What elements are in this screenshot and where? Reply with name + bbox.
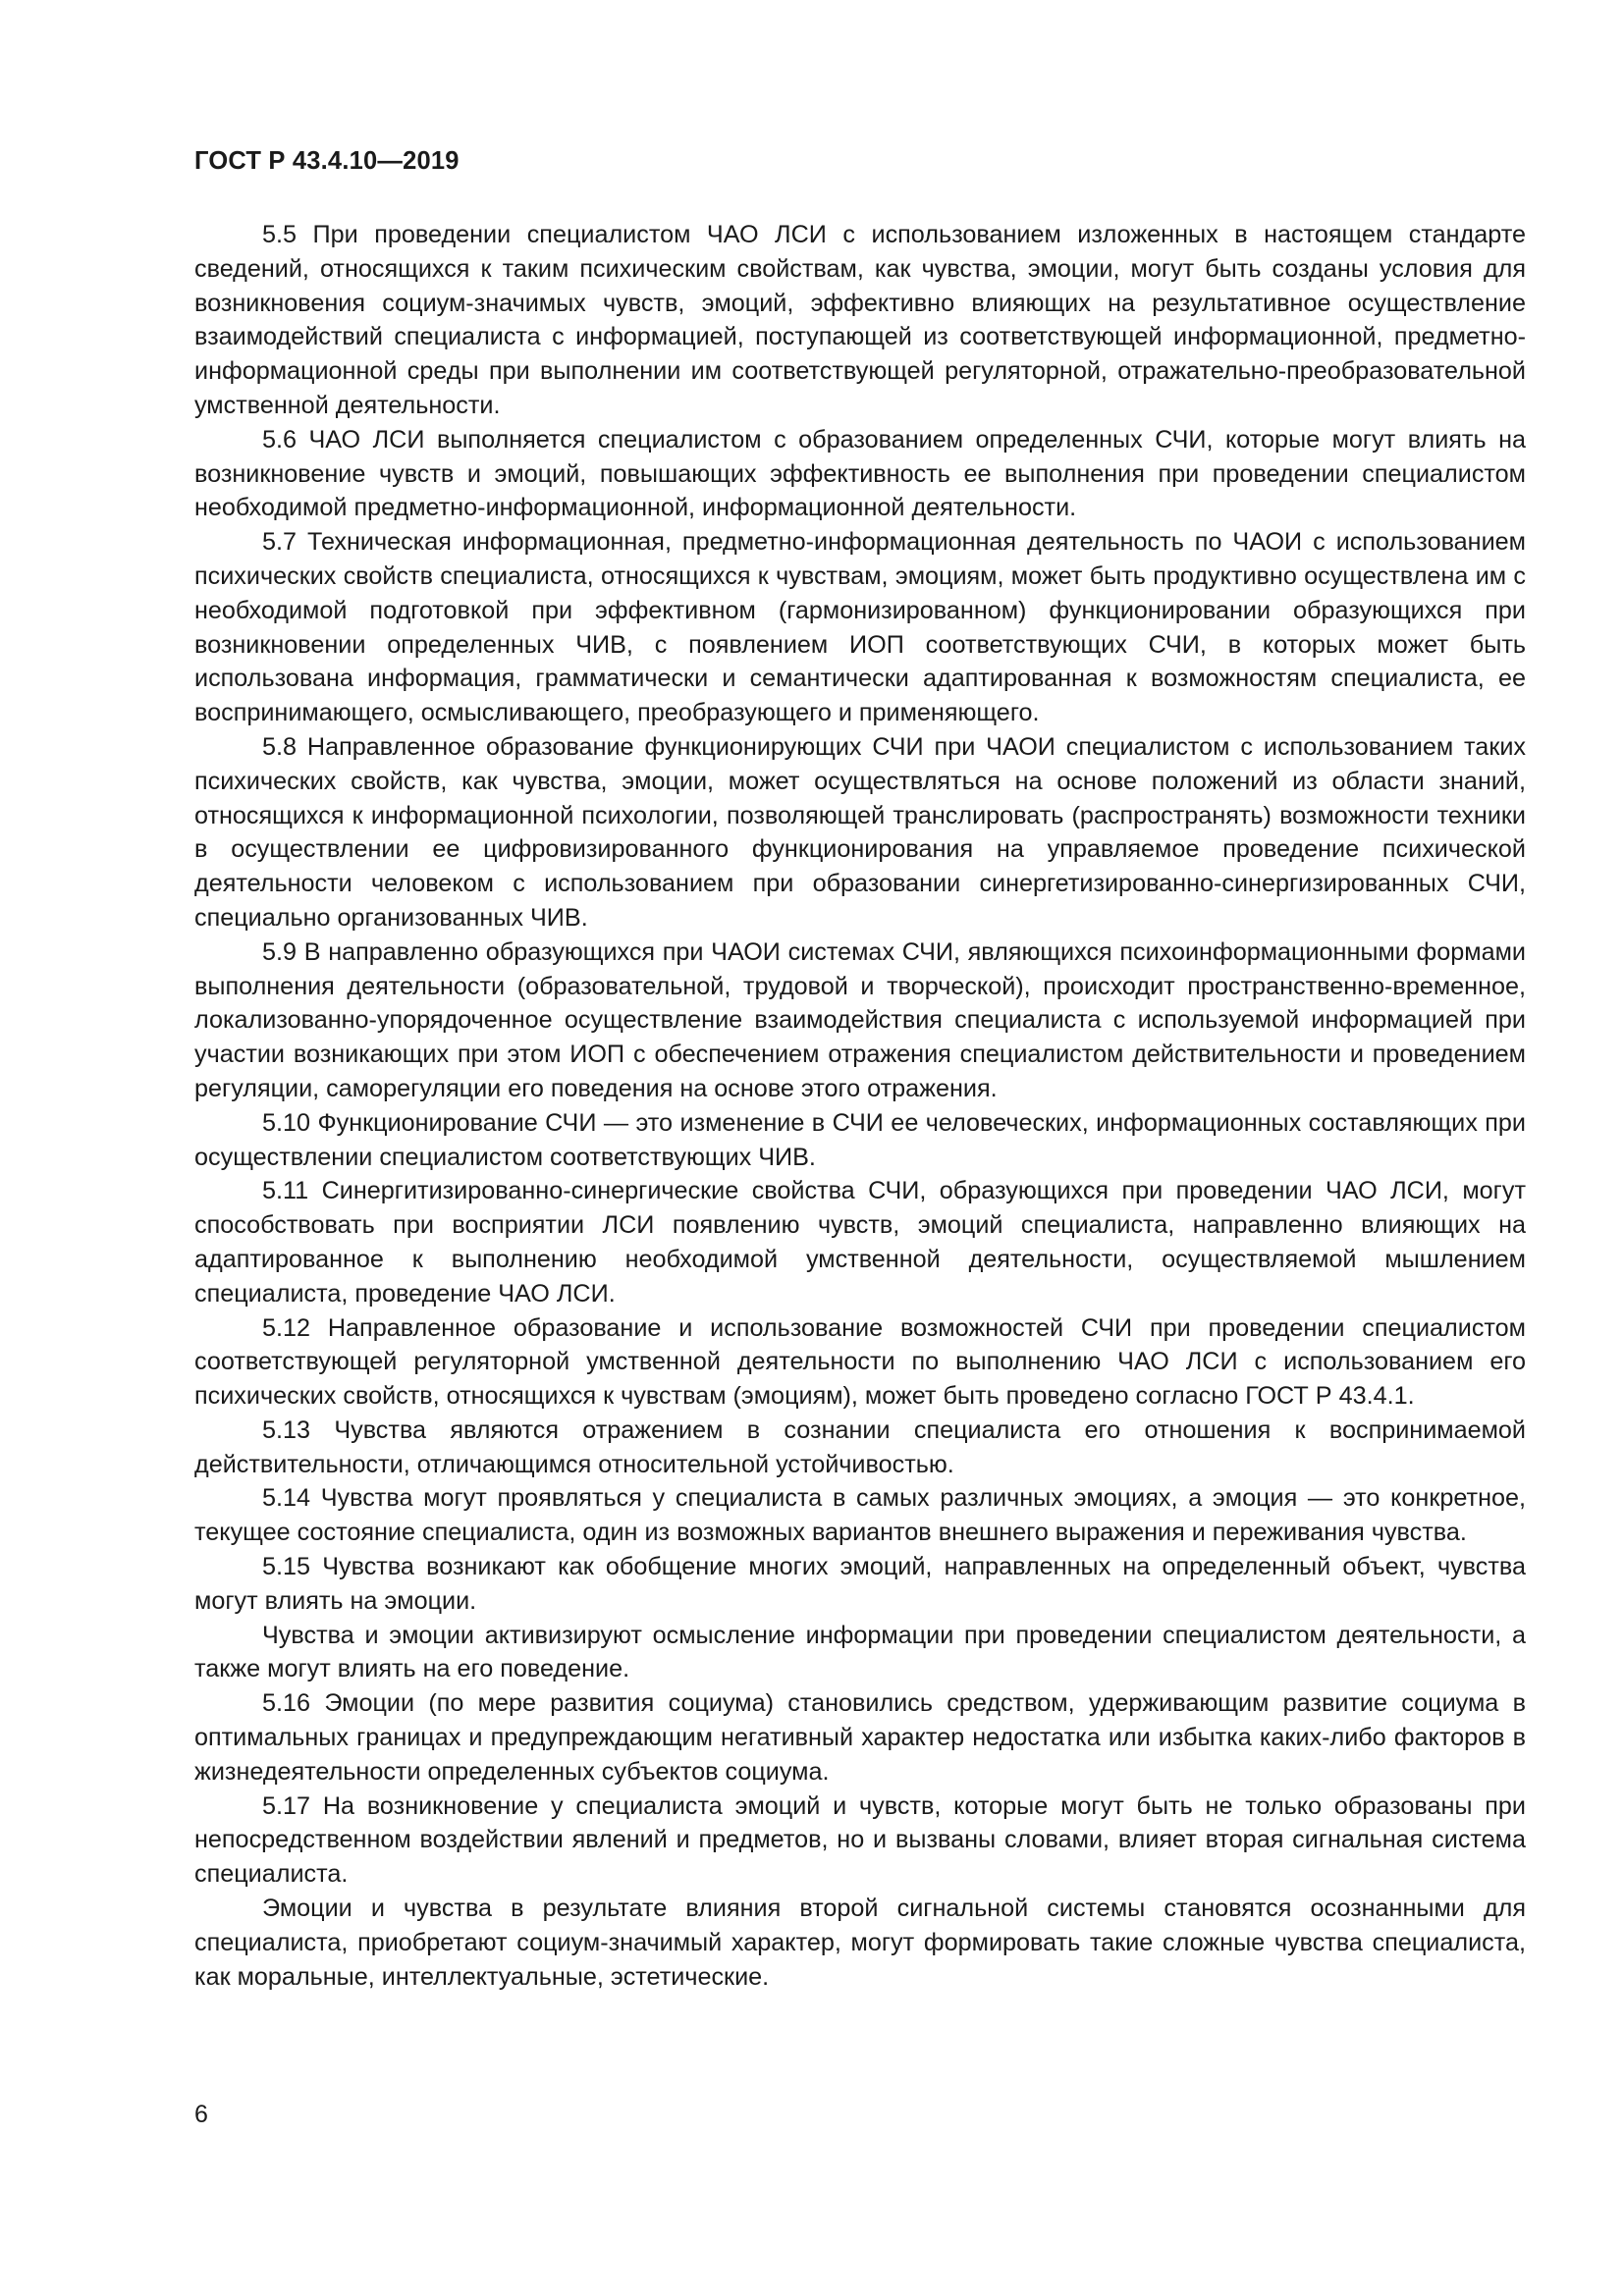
paragraph-5-11: 5.11 Синергитизированно-синергические свойства СЧИ, образующихся при проведении ЧАО ЛСИ, могут способствовать при восприятии ЛСИ появлению чувств, эмоций специалиста, направленно влияющих на адаптированное к выполнению необходимой умственной деятельности, осуществляемой мышлением специалиста, проведение ЧАО ЛСИ. (194, 1177, 1526, 1308)
paragraph-5-17-continued: Эмоции и чувства в результате влияния второй сигнальной системы становятся осознанными для специалиста, приобретают социум-значимый характер, могут формировать такие сложные чувства специалиста, как моральные, интеллектуальные, эстетические. (194, 1895, 1526, 1991)
paragraph-5-8: 5.8 Направленное образование функционирующих СЧИ при ЧАОИ специалистом с использованием таких психических свойств, как чувства, эмоции, может осуществляться на основе положений из области знаний, относящихся к информационной психологии, позволяющей транслировать (распространять) возможности техники в осуществлении ее цифровизированного функционирования на управляемое проведение психической деятельности человеком с использованием при образовании синергетизированно-синергизированных СЧИ, специально организованных ЧИВ. (194, 732, 1526, 932)
paragraph-5-14: 5.14 Чувства могут проявляться у специалиста в самых различных эмоциях, а эмоция — это конкретное, текущее состояние специалиста, один из возможных вариантов внешнего выражения и переживания чувства. (194, 1484, 1526, 1547)
page-number: 6 (194, 2101, 208, 2128)
paragraph-5-12: 5.12 Направленное образование и использование возможностей СЧИ при проведении специалистом соответствующей регуляторной умственной деятельности по выполнению ЧАО ЛСИ с использованием его психических свойств, относящихся к чувствам (эмоциям), может быть проведено согласно ГОСТ Р 43.4.1. (194, 1313, 1526, 1411)
standard-code-header: ГОСТ Р 43.4.10—2019 (194, 147, 460, 175)
paragraph-5-16: 5.16 Эмоции (по мере развития социума) становились средством, удерживающим развитие социума в оптимальных границах и предупреждающим негативный характер недостатка или избытка каких-либо факторов в жизнедеятельности определенных субъектов социума. (194, 1689, 1526, 1786)
paragraph-5-5: 5.5 При проведении специалистом ЧАО ЛСИ с использованием изложенных в настоящем стандарте сведений, относящихся к таким психическим свойствам, как чувства, эмоции, могут быть созданы условия для возникновения социум-значимых чувств, эмоций, эффективно влияющих на результативное осуществление взаимодействий специалиста с информацией, поступающей из соответствующей информационной, предметно-информационной среды при выполнении им соответствующей регуляторной, отражательно-преобразовательной умственной деятельности. (194, 221, 1526, 419)
paragraph-5-17: 5.17 На возникновение у специалиста эмоций и чувств, которые могут быть не только образованы при непосредственном воздействии явлений и предметов, но и вызваны словами, влияет вторая сигнальная система специалиста. (194, 1791, 1526, 1889)
paragraph-5-15: 5.15 Чувства возникают как обобщение многих эмоций, направленных на определенный объект, чувства могут влиять на эмоции. (194, 1553, 1526, 1615)
paragraph-5-15-continued: Чувства и эмоции активизируют осмысление информации при проведении специалистом деятельности, а также могут влиять на его поведение. (194, 1621, 1526, 1683)
paragraph-5-13: 5.13 Чувства являются отражением в сознании специалиста его отношения к воспринимаемой действительности, отличающимся относительной устойчивостью. (194, 1415, 1526, 1478)
paragraph-5-9: 5.9 В направленно образующихся при ЧАОИ системах СЧИ, являющихся психоинформационными формами выполнения деятельности (образовательной, трудовой и творческой), происходит пространственно-временное, локализованно-упорядоченное осуществление взаимодействия специалиста с используемой информацией при участии возникающих при этом ИОП с обеспечением отражения специалистом действительности и проведением регуляции, саморегуляции его поведения на основе этого отражения. (194, 937, 1526, 1102)
paragraph-5-10: 5.10 Функционирование СЧИ — это изменение в СЧИ ее человеческих, информационных составляющих при осуществлении специалистом соответствующих ЧИВ. (194, 1108, 1526, 1171)
paragraph-5-7: 5.7 Техническая информационная, предметно-информационная деятельность по ЧАОИ с использованием психических свойств специалиста, относящихся к чувствам, эмоциям, может быть продуктивно осуществлена им с необходимой подготовкой при эффективном (гармонизированном) функционировании образующихся при возникновении определенных ЧИВ, с появлением ИОП соответствующих СЧИ, в которых может быть использована информация, грамматически и семантически адаптированная к возможностям специалиста, ее воспринимающего, осмысливающего, преобразующего и применяющего. (194, 528, 1526, 727)
paragraph-5-6: 5.6 ЧАО ЛСИ выполняется специалистом с образованием определенных СЧИ, которые могут влиять на возникновение чувств и эмоций, повышающих эффективность ее выполнения при проведении специалистом необходимой предметно-информационной, информационной деятельности. (194, 425, 1526, 522)
document-body (194, 218, 1526, 1994)
